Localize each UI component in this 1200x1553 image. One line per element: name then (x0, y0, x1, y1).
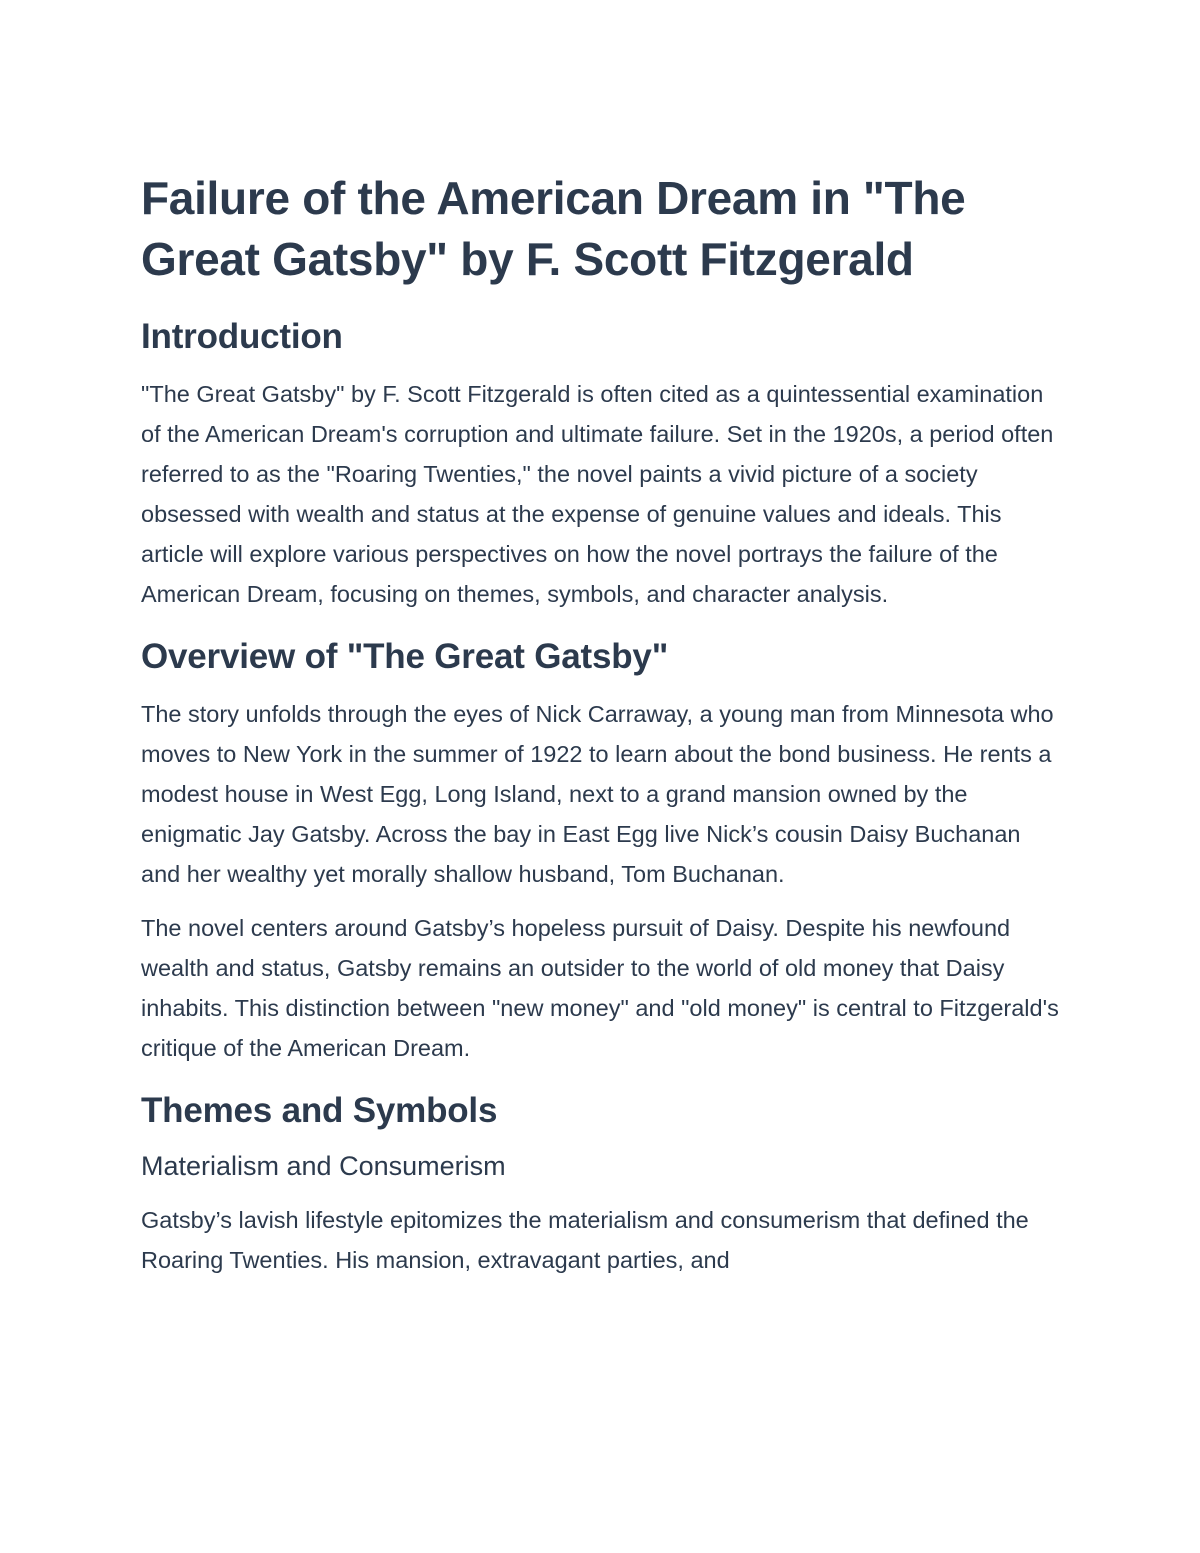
section-heading-introduction: Introduction (141, 317, 343, 356)
subheading-materialism: Materialism and Consumerism (141, 1151, 506, 1181)
section-heading-overview: Overview of "The Great Gatsby" (141, 637, 669, 676)
document-title: Failure of the American Dream in "The Great Gatsby" by F. Scott Fitzgerald (141, 172, 966, 285)
themes-paragraph: Gatsby’s lavish lifestyle epitomizes the materialism and consumerism that defined the Roaring Twenties. His mansion, extravagant parties, and (141, 1207, 1029, 1273)
overview-paragraph-2: The novel centers around Gatsby’s hopeless pursuit of Daisy. Despite his newfound wealth and status, Gatsby remains an outsider to the world of old money that Daisy inhabits. This distinction between "new money" and "old money" is central to Fitzgerald's critique of the American Dream. (141, 915, 1059, 1061)
overview-paragraph-1: The story unfolds through the eyes of Nick Carraway, a young man from Minnesota who moves to New York in the summer of 1922 to learn about the bond business. He rents a modest house in West Egg, Long Island, next to a grand mansion owned by the enigmatic Jay Gatsby. Across the bay in East Egg live Nick’s cousin Daisy Buchanan and her wealthy yet morally shallow husband, Tom Buchanan. (141, 701, 1054, 887)
section-heading-themes: Themes and Symbols (141, 1091, 498, 1130)
document-page (141, 168, 1061, 1294)
introduction-paragraph: "The Great Gatsby" by F. Scott Fitzgerald is often cited as a quintessential examination of the American Dream's corruption and ultimate failure. Set in the 1920s, a period often referred to as the "Roaring Twenties," the novel paints a vivid picture of a society obsessed with wealth and status at the expense of genuine values and ideals. This article will explore various perspectives on how the novel portrays the failure of the American Dream, focusing on themes, symbols, and character analysis. (141, 381, 1054, 607)
